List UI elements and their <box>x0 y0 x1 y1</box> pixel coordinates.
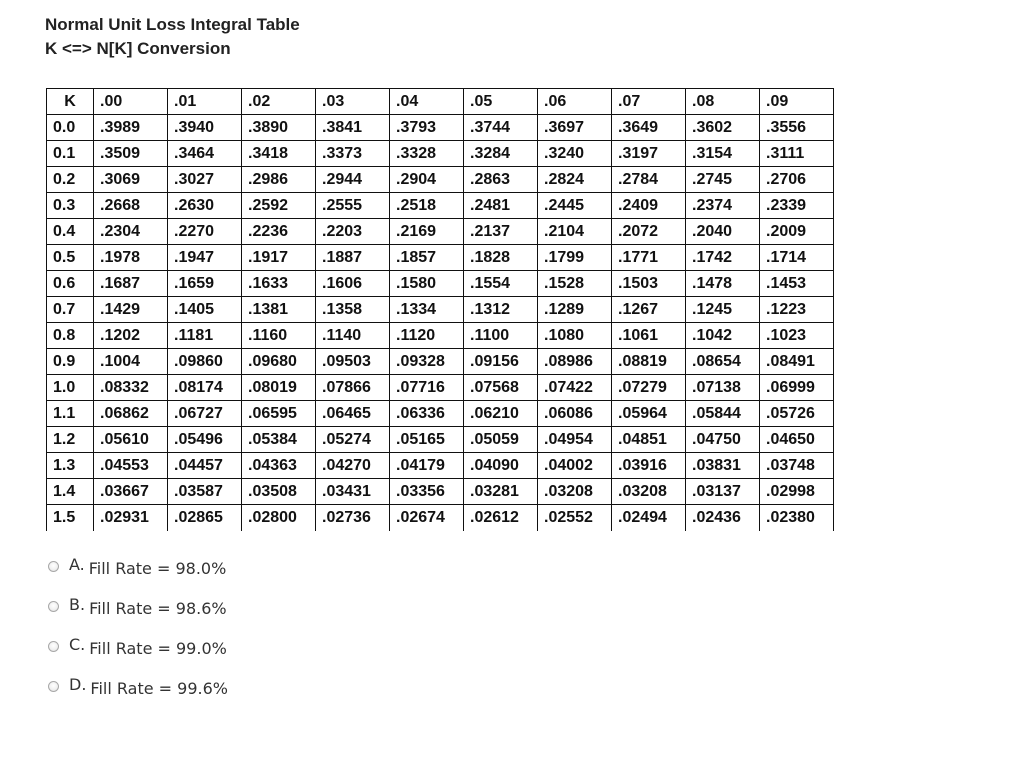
table-cell: .2668 <box>94 193 168 219</box>
option-letter: D. <box>69 675 87 694</box>
table-cell: .04851 <box>612 427 686 453</box>
table-cell: .04363 <box>242 453 316 479</box>
table-cell: .3744 <box>464 115 538 141</box>
table-cell: .06595 <box>242 401 316 427</box>
row-k-value: 1.0 <box>47 375 94 401</box>
row-k-value: 0.5 <box>47 245 94 271</box>
answer-option[interactable] <box>48 593 228 633</box>
table-cell: .1004 <box>94 349 168 375</box>
table-cell: .05165 <box>390 427 464 453</box>
table-cell: .08019 <box>242 375 316 401</box>
table-row <box>47 401 834 427</box>
table-cell: .04457 <box>168 453 242 479</box>
table-cell: .03208 <box>612 479 686 505</box>
table-cell: .3373 <box>316 141 390 167</box>
table-cell: .3602 <box>686 115 760 141</box>
table-cell: .1429 <box>94 297 168 323</box>
table-cell: .1061 <box>612 323 686 349</box>
table-cell: .1381 <box>242 297 316 323</box>
table-cell: .2518 <box>390 193 464 219</box>
table-row <box>47 375 834 401</box>
table-cell: .03431 <box>316 479 390 505</box>
table-cell: .2374 <box>686 193 760 219</box>
table-cell: .09503 <box>316 349 390 375</box>
row-k-value: 0.0 <box>47 115 94 141</box>
radio-button[interactable] <box>48 601 59 612</box>
table-cell: .1580 <box>390 271 464 297</box>
table-cell: .3556 <box>760 115 834 141</box>
table-cell: .03748 <box>760 453 834 479</box>
table-cell: .04090 <box>464 453 538 479</box>
table-cell: .3697 <box>538 115 612 141</box>
table-cell: .2072 <box>612 219 686 245</box>
table-cell: .3027 <box>168 167 242 193</box>
table-cell: .3793 <box>390 115 464 141</box>
table-cell: .2445 <box>538 193 612 219</box>
table-cell: .1554 <box>464 271 538 297</box>
table-cell: .05274 <box>316 427 390 453</box>
table-row <box>47 427 834 453</box>
table-cell: .1687 <box>94 271 168 297</box>
row-k-value: 0.2 <box>47 167 94 193</box>
table-cell: .05059 <box>464 427 538 453</box>
option-letter: A. <box>69 555 85 574</box>
table-cell: .08819 <box>612 349 686 375</box>
table-row <box>47 453 834 479</box>
row-k-value: 0.9 <box>47 349 94 375</box>
table-cell: .2630 <box>168 193 242 219</box>
table-cell: .3240 <box>538 141 612 167</box>
table-cell: .05610 <box>94 427 168 453</box>
table-cell: .2863 <box>464 167 538 193</box>
table-cell: .2304 <box>94 219 168 245</box>
table-cell: .06465 <box>316 401 390 427</box>
row-k-value: 0.4 <box>47 219 94 245</box>
table-cell: .02736 <box>316 505 390 531</box>
table-cell: .07138 <box>686 375 760 401</box>
table-row <box>47 193 834 219</box>
table-row <box>47 297 834 323</box>
table-cell: .09156 <box>464 349 538 375</box>
table-cell: .3509 <box>94 141 168 167</box>
table-cell: .02998 <box>760 479 834 505</box>
table-row <box>47 115 834 141</box>
table-cell: .1528 <box>538 271 612 297</box>
table-cell: .04954 <box>538 427 612 453</box>
table-cell: .06999 <box>760 375 834 401</box>
table-cell: .09860 <box>168 349 242 375</box>
table-cell: .1978 <box>94 245 168 271</box>
table-cell: .1659 <box>168 271 242 297</box>
table-cell: .1453 <box>760 271 834 297</box>
table-cell: .1358 <box>316 297 390 323</box>
table-title-block <box>45 13 300 61</box>
table-cell: .08986 <box>538 349 612 375</box>
table-cell: .1245 <box>686 297 760 323</box>
table-cell: .03208 <box>538 479 612 505</box>
table-cell: .1023 <box>760 323 834 349</box>
row-k-value: 0.1 <box>47 141 94 167</box>
row-k-value: 0.8 <box>47 323 94 349</box>
table-cell: .07568 <box>464 375 538 401</box>
table-cell: .3841 <box>316 115 390 141</box>
table-cell: .1633 <box>242 271 316 297</box>
answer-options <box>48 553 228 713</box>
row-k-value: 1.4 <box>47 479 94 505</box>
table-cell: .03916 <box>612 453 686 479</box>
radio-button[interactable] <box>48 681 59 692</box>
table-cell: .09680 <box>242 349 316 375</box>
option-text: Fill Rate = 99.0% <box>89 639 227 658</box>
table-cell: .1181 <box>168 323 242 349</box>
header-cell-col: .06 <box>538 89 612 115</box>
table-row <box>47 479 834 505</box>
table-cell: .2137 <box>464 219 538 245</box>
table-row <box>47 245 834 271</box>
table-cell: .2706 <box>760 167 834 193</box>
table-cell: .3649 <box>612 115 686 141</box>
table-cell: .3154 <box>686 141 760 167</box>
table-cell: .3890 <box>242 115 316 141</box>
table-cell: .05384 <box>242 427 316 453</box>
table-cell: .2944 <box>316 167 390 193</box>
table-cell: .2555 <box>316 193 390 219</box>
table-row <box>47 323 834 349</box>
table-cell: .3111 <box>760 141 834 167</box>
table-row <box>47 219 834 245</box>
table-cell: .1405 <box>168 297 242 323</box>
table-cell: .2009 <box>760 219 834 245</box>
table-cell: .1267 <box>612 297 686 323</box>
table-cell: .1887 <box>316 245 390 271</box>
table-cell: .03356 <box>390 479 464 505</box>
normal-unit-loss-table <box>46 88 834 531</box>
table-cell: .02380 <box>760 505 834 531</box>
table-cell: .08491 <box>760 349 834 375</box>
answer-option[interactable] <box>48 553 228 593</box>
table-subtitle: K <=> N[K] Conversion <box>45 39 231 58</box>
table-cell: .2784 <box>612 167 686 193</box>
table-cell: .02931 <box>94 505 168 531</box>
table-header <box>47 89 834 115</box>
table-cell: .3069 <box>94 167 168 193</box>
table-cell: .3989 <box>94 115 168 141</box>
table-cell: .1771 <box>612 245 686 271</box>
table-cell: .02612 <box>464 505 538 531</box>
table-header-row <box>47 89 834 115</box>
table-cell: .2745 <box>686 167 760 193</box>
table-cell: .04650 <box>760 427 834 453</box>
table-cell: .1799 <box>538 245 612 271</box>
table-cell: .1917 <box>242 245 316 271</box>
table-row <box>47 141 834 167</box>
table-cell: .05496 <box>168 427 242 453</box>
table-cell: .2270 <box>168 219 242 245</box>
table-cell: .2236 <box>242 219 316 245</box>
table-cell: .04750 <box>686 427 760 453</box>
table-cell: .1080 <box>538 323 612 349</box>
table-cell: .06862 <box>94 401 168 427</box>
table-cell: .1289 <box>538 297 612 323</box>
row-k-value: 1.5 <box>47 505 94 531</box>
table-title: Normal Unit Loss Integral Table <box>45 15 300 34</box>
table-cell: .06727 <box>168 401 242 427</box>
row-k-value: 1.1 <box>47 401 94 427</box>
table-cell: .06086 <box>538 401 612 427</box>
table-cell: .2040 <box>686 219 760 245</box>
table-cell: .02865 <box>168 505 242 531</box>
table-cell: .1120 <box>390 323 464 349</box>
table-cell: .04179 <box>390 453 464 479</box>
table-cell: .3328 <box>390 141 464 167</box>
table-row <box>47 505 834 531</box>
table-cell: .03137 <box>686 479 760 505</box>
header-cell-k: K <box>47 89 94 115</box>
row-k-value: 0.3 <box>47 193 94 219</box>
row-k-value: 1.2 <box>47 427 94 453</box>
answer-option[interactable] <box>48 633 228 673</box>
table-cell: .1478 <box>686 271 760 297</box>
table-cell: .1202 <box>94 323 168 349</box>
table-cell: .09328 <box>390 349 464 375</box>
option-letter: B. <box>69 595 86 614</box>
table-cell: .08332 <box>94 375 168 401</box>
radio-button[interactable] <box>48 561 59 572</box>
radio-button[interactable] <box>48 641 59 652</box>
table-cell: .1947 <box>168 245 242 271</box>
table-cell: .05726 <box>760 401 834 427</box>
table-cell: .3197 <box>612 141 686 167</box>
table-cell: .07866 <box>316 375 390 401</box>
table-cell: .06336 <box>390 401 464 427</box>
option-text: Fill Rate = 98.6% <box>89 599 227 618</box>
header-cell-col: .04 <box>390 89 464 115</box>
table-cell: .08174 <box>168 375 242 401</box>
table-cell: .2986 <box>242 167 316 193</box>
row-k-value: 0.6 <box>47 271 94 297</box>
table-cell: .1140 <box>316 323 390 349</box>
table-cell: .1828 <box>464 245 538 271</box>
table-body <box>47 115 834 531</box>
row-k-value: 1.3 <box>47 453 94 479</box>
table-cell: .2592 <box>242 193 316 219</box>
table-row <box>47 167 834 193</box>
table-cell: .1742 <box>686 245 760 271</box>
header-cell-col: .09 <box>760 89 834 115</box>
row-k-value: 0.7 <box>47 297 94 323</box>
table-cell: .02800 <box>242 505 316 531</box>
table-cell: .1714 <box>760 245 834 271</box>
table-cell: .3464 <box>168 141 242 167</box>
table-cell: .07716 <box>390 375 464 401</box>
table-cell: .07422 <box>538 375 612 401</box>
header-cell-col: .05 <box>464 89 538 115</box>
header-cell-col: .03 <box>316 89 390 115</box>
table-cell: .2203 <box>316 219 390 245</box>
table-cell: .05964 <box>612 401 686 427</box>
header-cell-col: .07 <box>612 89 686 115</box>
answer-option[interactable] <box>48 673 228 713</box>
table-cell: .02494 <box>612 505 686 531</box>
table-cell: .03587 <box>168 479 242 505</box>
table-cell: .02552 <box>538 505 612 531</box>
table-cell: .02436 <box>686 505 760 531</box>
table-cell: .1042 <box>686 323 760 349</box>
table-cell: .3418 <box>242 141 316 167</box>
table-cell: .2904 <box>390 167 464 193</box>
table-cell: .05844 <box>686 401 760 427</box>
table-cell: .06210 <box>464 401 538 427</box>
table-cell: .1606 <box>316 271 390 297</box>
table-cell: .2339 <box>760 193 834 219</box>
header-cell-col: .00 <box>94 89 168 115</box>
table-cell: .2824 <box>538 167 612 193</box>
option-text: Fill Rate = 99.6% <box>90 679 228 698</box>
table-cell: .02674 <box>390 505 464 531</box>
table-cell: .2104 <box>538 219 612 245</box>
table-cell: .03281 <box>464 479 538 505</box>
table-cell: .03667 <box>94 479 168 505</box>
header-cell-col: .02 <box>242 89 316 115</box>
table-cell: .04553 <box>94 453 168 479</box>
table-cell: .1334 <box>390 297 464 323</box>
header-cell-col: .08 <box>686 89 760 115</box>
table-cell: .08654 <box>686 349 760 375</box>
option-letter: C. <box>69 635 86 654</box>
table-cell: .2409 <box>612 193 686 219</box>
header-cell-col: .01 <box>168 89 242 115</box>
table-cell: .1857 <box>390 245 464 271</box>
table-cell: .07279 <box>612 375 686 401</box>
table-cell: .1160 <box>242 323 316 349</box>
table-cell: .1223 <box>760 297 834 323</box>
table-cell: .04270 <box>316 453 390 479</box>
table-row <box>47 349 834 375</box>
table-cell: .3284 <box>464 141 538 167</box>
table-cell: .03831 <box>686 453 760 479</box>
table-row <box>47 271 834 297</box>
table-cell: .3940 <box>168 115 242 141</box>
table-cell: .1503 <box>612 271 686 297</box>
table-cell: .1312 <box>464 297 538 323</box>
table-cell: .03508 <box>242 479 316 505</box>
table-cell: .04002 <box>538 453 612 479</box>
option-text: Fill Rate = 98.0% <box>88 559 227 578</box>
table-cell: .2169 <box>390 219 464 245</box>
table-cell: .2481 <box>464 193 538 219</box>
table-cell: .1100 <box>464 323 538 349</box>
